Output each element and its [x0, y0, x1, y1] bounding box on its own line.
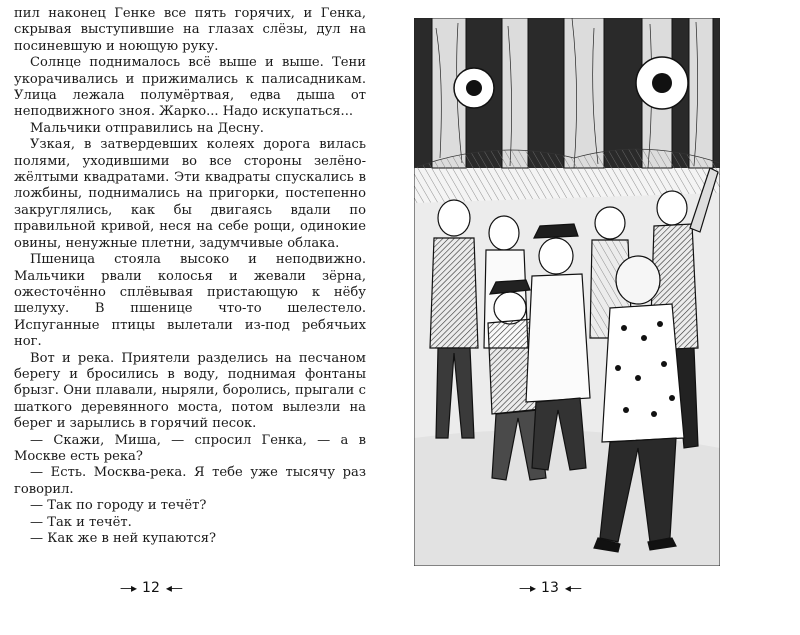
paragraph: Вот и река. Приятели разделись на песчаном берегу и бросились в воду, поднимая фонтаны брызг. Они плавали, ныряли, боролись, прыгали с шаткого деревянного моста, потом вылезли на берег и зарылись в горячий песок. [14, 350, 366, 432]
body-text [14, 6, 366, 547]
paragraph: — Скажи, Миша, — спросил Генка, — а в Москве есть река? [14, 432, 366, 464]
paragraph: — Как же в ней купаются? [30, 531, 217, 546]
paragraph: — Так и течёт. [30, 514, 132, 530]
page-number-left [120, 580, 182, 596]
right-page [414, 18, 720, 566]
folio-arrow-left-icon: ◂— [564, 581, 581, 595]
paragraph: пил наконец Генке все пять горячих, и Генка, скрывая выступившие на глазах слёзы, дул на посиневшую и ноющую руку. [14, 6, 366, 54]
page-number-text: 12 [142, 580, 160, 596]
paragraph: Пшеница стояла высоко и неподвижно. Мальчики рвали колосья и жевали зёрна, ожесточённо сплёвывая пристающую к нёбу шелуху. В пшенице что-то шелестело. Испуганные птицы вылетали из-под ребячьих ног. [14, 252, 366, 350]
left-page [14, 6, 366, 606]
paragraph: — Есть. Москва-река. Я тебе уже тысячу раз говорил. [14, 465, 366, 497]
boys-illustration [414, 18, 720, 566]
paragraph: Узкая, в затвердевших колеях дорога вилась полями, уходившими во все стороны зелёно-жёлтыми квадратами. Эти квадраты спускались в ложбины, поднимались на пригорки, постепенно закруглялись, как бы двигаясь вдали по правильной кривой, неся на себе рощи, одинокие овины, ненужные плетни, задумчивые облака. [14, 137, 366, 251]
page-number-right [519, 580, 581, 596]
paragraph: — Так по городу и течёт? [30, 498, 207, 514]
folio-arrow-right-icon: —▸ [120, 581, 137, 595]
page-number-text: 13 [541, 580, 559, 596]
paragraph: Мальчики отправились на Десну. [30, 120, 264, 136]
folio-arrow-left-icon: ◂— [165, 581, 182, 595]
paragraph: Солнце поднималось всё выше и выше. Тени укорачивались и прижимались к палисадникам. Улица лежала полумёртвая, едва дыша от неподвижного зноя. Жарко... Надо искупаться... [14, 55, 366, 120]
folio-arrow-right-icon: —▸ [519, 581, 536, 595]
